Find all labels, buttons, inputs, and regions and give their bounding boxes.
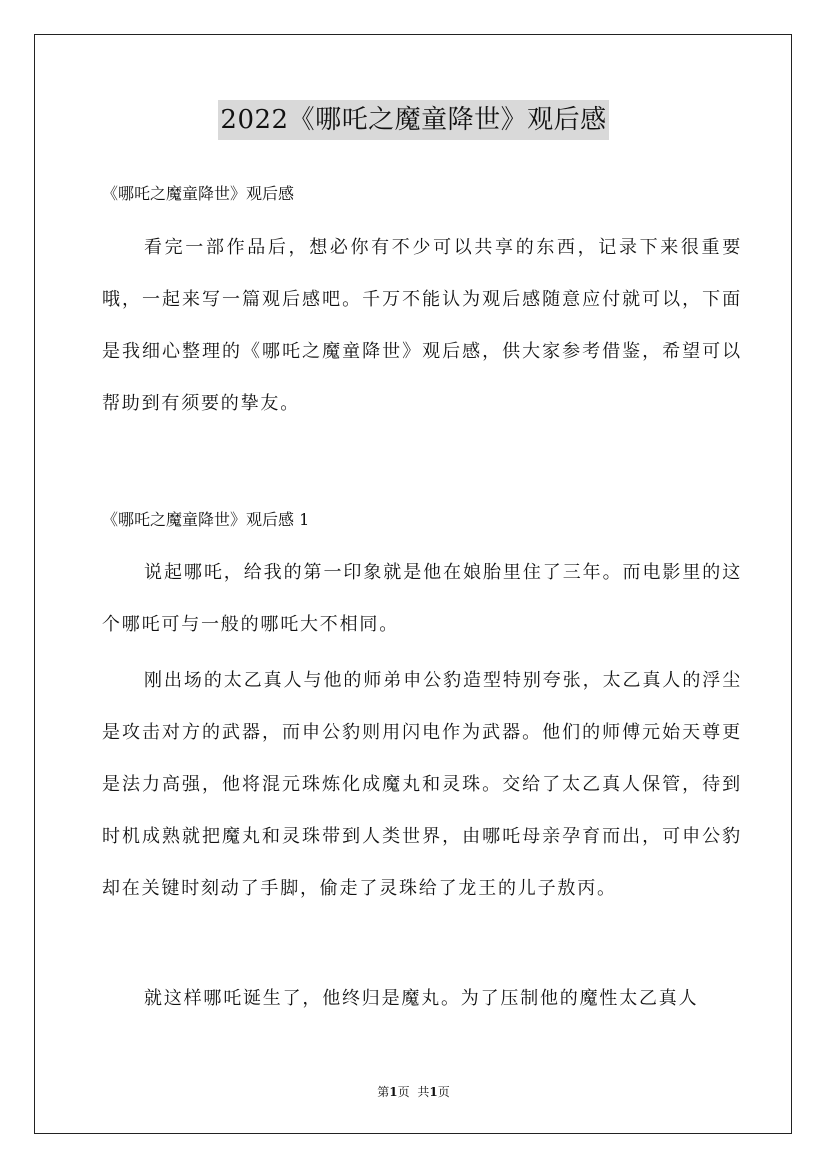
section1-paragraph-1: 说起哪吒，给我的第一印象就是他在娘胎里住了三年。而电影里的这个哪吒可与一般的哪吒大不相同。 (102, 562, 742, 635)
intro-heading: 《哪吒之魔童降世》观后感 (102, 184, 295, 203)
footer-page-number: 1 (389, 1085, 398, 1099)
footer-total-prefix: 共 (417, 1085, 430, 1099)
footer-total-number: 1 (429, 1085, 438, 1099)
page-footer (0, 1084, 827, 1100)
title-container (0, 100, 827, 140)
section1-heading: 《哪吒之魔童降世》观后感 1 (102, 510, 310, 529)
footer-page-prefix: 第 (377, 1085, 390, 1099)
footer-total-suffix: 页 (437, 1085, 450, 1099)
intro-paragraph: 看完一部作品后，想必你有不少可以共享的东西，记录下来很重要哦，一起来写一篇观后感吧。千万不能认为观后感随意应付就可以，下面是我细心整理的《哪吒之魔童降世》观后感，供大家参考借鉴，希望可以帮助到有须要的挚友。 (102, 237, 742, 414)
footer-page-suffix: 页 (397, 1085, 410, 1099)
section1-paragraph-3: 就这样哪吒诞生了，他终归是魔丸。为了压制他的魔性太乙真人 (144, 988, 699, 1009)
document-title: 2022《哪吒之魔童降世》观后感 (218, 100, 608, 140)
section1-paragraph-2: 刚出场的太乙真人与他的师弟申公豹造型特别夸张，太乙真人的浮尘是攻击对方的武器，而申公豹则用闪电作为武器。他们的师傅元始天尊更是法力高强，他将混元珠炼化成魔丸和灵珠。交给了太乙真人保管，待到时机成熟就把魔丸和灵珠带到人类世界，由哪吒母亲孕育而出，可申公豹却在关键时刻动了手脚，偷走了灵珠给了龙王的儿子敖丙。 (102, 670, 742, 899)
